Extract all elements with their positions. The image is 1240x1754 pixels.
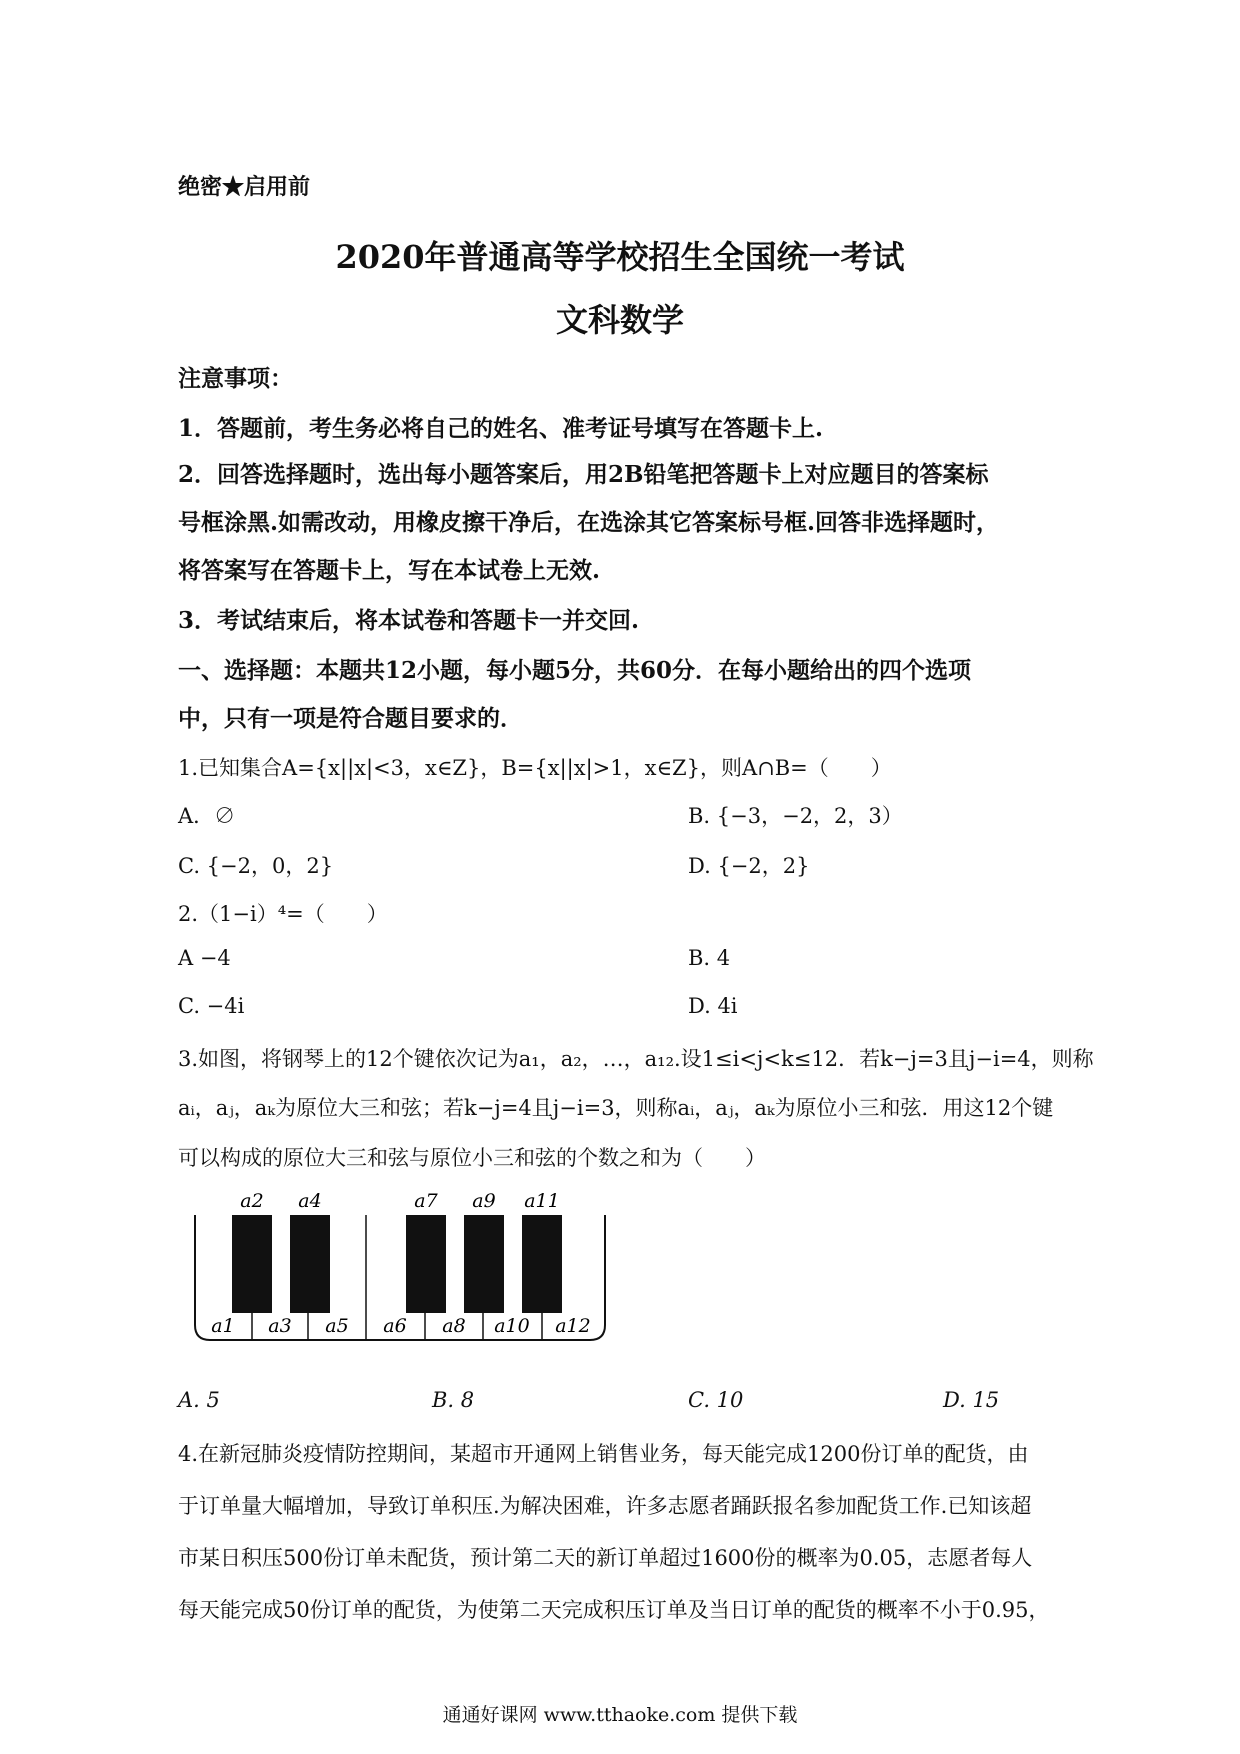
black-key-label: a11 [524, 1190, 560, 1212]
question-3-option-a: A. 5 [178, 1388, 220, 1412]
black-key-a9 [464, 1215, 504, 1313]
black-key-a11 [522, 1215, 562, 1313]
confidential-label: 绝密★启用前 [178, 174, 311, 200]
question-2-option-a: A −4 [178, 946, 231, 970]
footer-credit: 通通好课网 www.tthaoke.com 提供下载 [442, 1704, 798, 1726]
exam-title: 2020年普通高等学校招生全国统一考试 [335, 238, 905, 276]
question-3-line-3: 可以构成的原位大三和弦与原位小三和弦的个数之和为（ ） [178, 1146, 766, 1170]
question-2-option-d: D. 4i [688, 994, 738, 1018]
white-key-label: a3 [268, 1315, 292, 1337]
question-1-option-b: B. {−3，−2，2，3） [688, 804, 903, 828]
notes-heading: 注意事项： [178, 365, 293, 392]
question-3-line-2: aᵢ，aⱼ，aₖ为原位大三和弦；若k−j=4且j−i=3，则称aᵢ，aⱼ，aₖ为原位小三和弦．用这12个键 [178, 1096, 1054, 1120]
question-4-line-1: 4.在新冠肺炎疫情防控期间，某超市开通网上销售业务，每天能完成1200份订单的配货，由 [178, 1442, 1029, 1466]
notes-item-2-line-3: 将答案写在答题卡上，写在本试卷上无效. [178, 557, 601, 584]
question-2-stem: 2.（1−i）⁴=（ ） [178, 902, 388, 926]
black-key-label: a7 [414, 1190, 438, 1212]
notes-item-1: 1．答题前，考生务必将自己的姓名、准考证号填写在答题卡上. [178, 415, 824, 442]
question-2-option-c: C. −4i [178, 994, 245, 1018]
notes-item-3: 3．考试结束后，将本试卷和答题卡一并交回. [178, 607, 640, 634]
question-2-option-b: B. 4 [688, 946, 731, 970]
question-4-line-4: 每天能完成50份订单的配货，为使第二天完成积压订单及当日订单的配货的概率不小于0.95， [178, 1598, 1050, 1622]
question-3-option-b: B. 8 [432, 1388, 475, 1412]
section-1-line-1: 一、选择题：本题共12小题，每小题5分，共60分．在每小题给出的四个选项 [178, 657, 972, 684]
question-3-option-d: D. 15 [943, 1388, 1000, 1412]
section-1-line-2: 中，只有一项是符合题目要求的． [178, 705, 523, 732]
white-key-label: a8 [442, 1315, 466, 1337]
black-key-label: a4 [298, 1190, 322, 1212]
white-key-label: a6 [383, 1315, 407, 1337]
white-key-label: a10 [494, 1315, 530, 1337]
question-1-stem: 1.已知集合A={x||x|<3，x∈Z}，B={x||x|>1，x∈Z}，则A∩B=（ ） [178, 756, 892, 780]
question-3-line-1: 3.如图，将钢琴上的12个键依次记为a₁，a₂，…，a₁₂.设1≤i<j<k≤12．若k−j=3且j−i=4，则称 [178, 1047, 1094, 1071]
notes-item-2-line-2: 号框涂黑.如需改动，用橡皮擦干净后，在选涂其它答案标号框.回答非选择题时， [178, 509, 1000, 536]
notes-item-2-line-1: 2．回答选择题时，选出每小题答案后，用2B铅笔把答题卡上对应题目的答案标 [178, 461, 989, 488]
question-1-option-d: D. {−2，2} [688, 854, 810, 878]
black-key-a4 [290, 1215, 330, 1313]
white-key-label: a1 [211, 1315, 235, 1337]
exam-subject: 文科数学 [555, 301, 684, 339]
white-key-label: a5 [325, 1315, 349, 1337]
question-1-option-c: C. {−2，0，2} [178, 854, 334, 878]
piano-keyboard-figure [190, 1185, 610, 1355]
black-key-a2 [232, 1215, 272, 1313]
question-4-line-2: 于订单量大幅增加，导致订单积压.为解决困难，许多志愿者踊跃报名参加配货工作.已知该超 [178, 1494, 1032, 1518]
black-key-a7 [406, 1215, 446, 1313]
black-key-label: a9 [472, 1190, 496, 1212]
black-key-label: a2 [240, 1190, 264, 1212]
white-key-label: a12 [555, 1315, 591, 1337]
question-3-option-c: C. 10 [688, 1388, 744, 1412]
question-4-line-3: 市某日积压500份订单未配货，预计第二天的新订单超过1600份的概率为0.05，志愿者每人 [178, 1546, 1033, 1570]
question-1-option-a: A．∅ [178, 804, 236, 828]
